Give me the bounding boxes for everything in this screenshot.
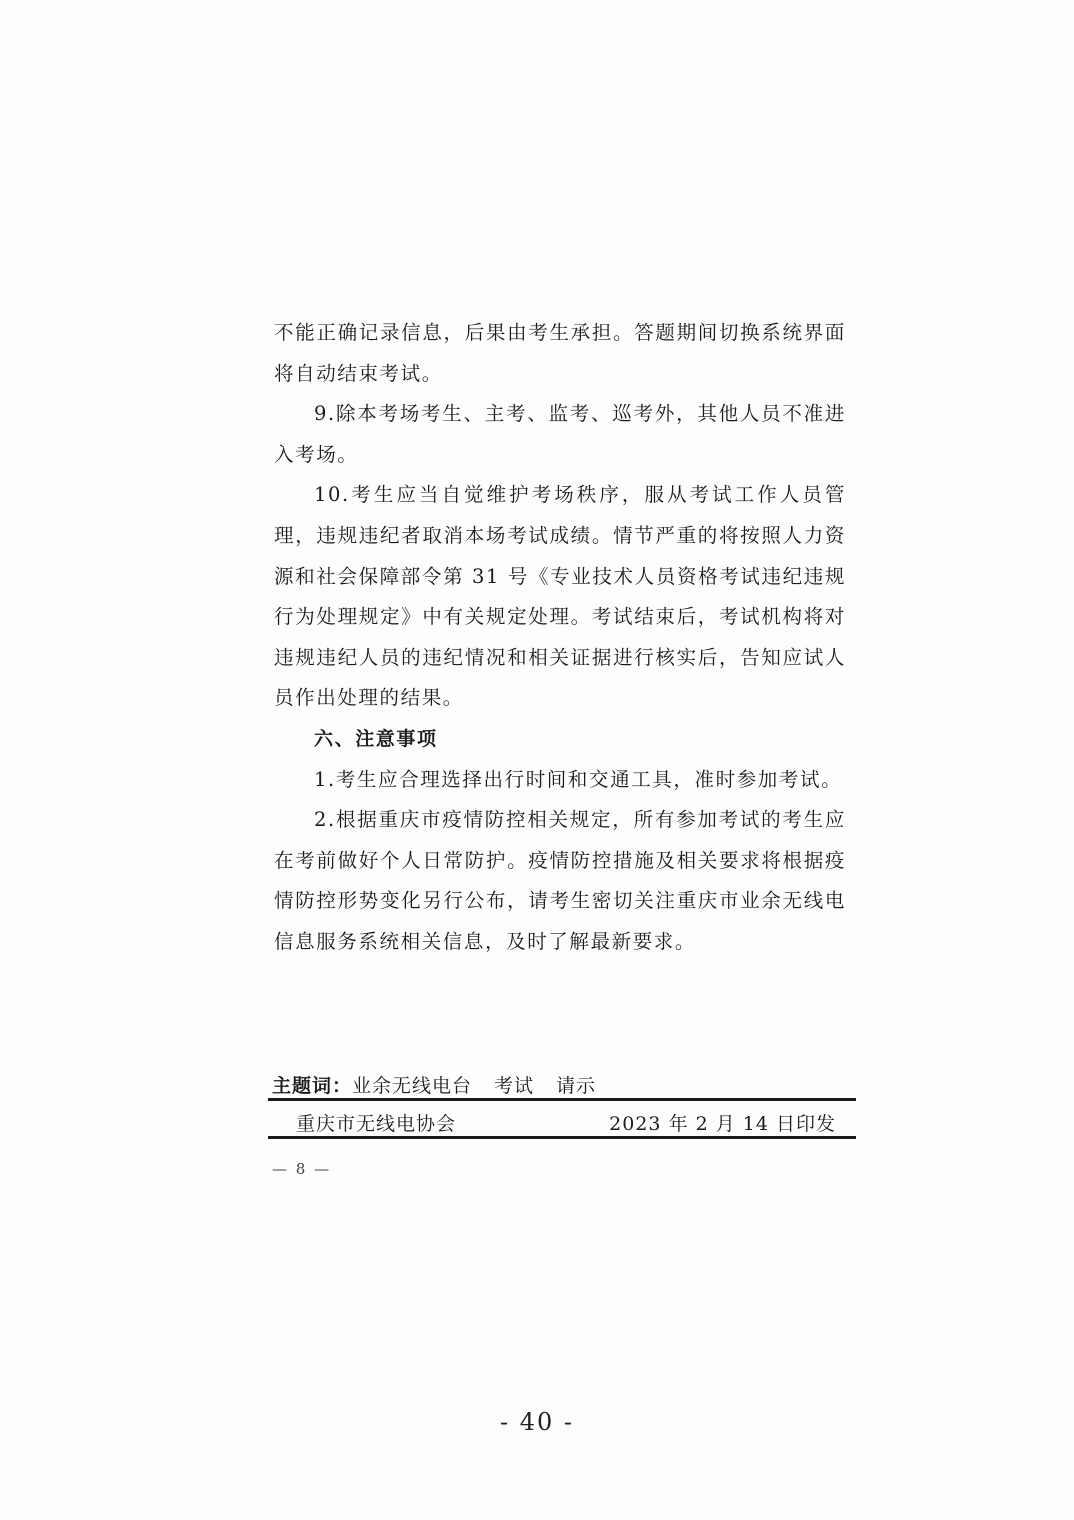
issue-date: 2023 年 2 月 14 日印发	[609, 1113, 836, 1135]
body-text	[274, 313, 846, 963]
keyword: 考试	[494, 1075, 535, 1097]
issuer-line	[268, 1109, 856, 1136]
page-number: - 40 -	[499, 1408, 574, 1436]
paragraph-item-10: 10.考生应当自觉维护考场秩序，服从考试工作人员管理，违规违纪者取消本场考试成绩。情节严重的将按照人力资源和社会保障部令第 31 号《专业技术人员资格考试违纪违规行为处理规定》中有关规定处理。考试结束后，考试机构将对违规违纪人员的违纪情况和相关证据进行核实后，告知应试人员作出处理的结果。	[274, 483, 846, 710]
notice-item-2: 2.根据重庆市疫情防控相关规定，所有参加考试的考生应在考前做好个人日常防护。疫情防控措施及相关要求将根据疫情防控形势变化另行公布，请考生密切关注重庆市业余无线电信息服务系统相关信息，及时了解最新要求。	[274, 808, 846, 953]
footer-rule-top	[268, 1098, 856, 1101]
inner-page-number: — 8 —	[272, 1160, 332, 1178]
keywords-line	[272, 1071, 856, 1098]
keyword: 请示	[556, 1075, 597, 1097]
paragraph-continuation: 不能正确记录信息，后果由考生承担。答题期间切换系统界面将自动结束考试。	[274, 321, 846, 385]
issuer-name: 重庆市无线电协会	[296, 1113, 457, 1135]
keyword: 业余无线电台	[352, 1075, 473, 1097]
notice-item-1: 1.考生应合理选择出行时间和交通工具，准时参加考试。	[314, 767, 843, 791]
section-heading: 六、注意事项	[314, 727, 438, 750]
footer-rule-bottom	[268, 1136, 856, 1139]
paragraph-item-9: 9.除本考场考生、主考、监考、巡考外，其他人员不准进入考场。	[274, 402, 846, 466]
keywords-label: 主题词：	[272, 1075, 353, 1097]
